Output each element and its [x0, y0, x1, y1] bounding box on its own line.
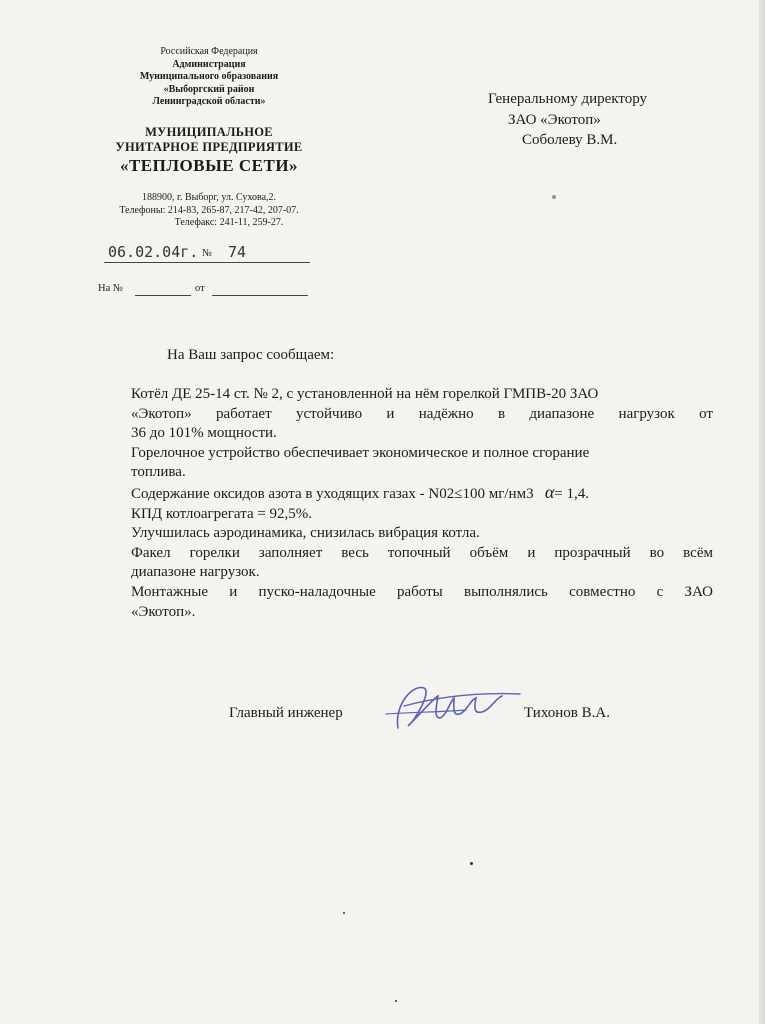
org-type-line2: УНИТАРНОЕ ПРЕДПРИЯТИЕ — [115, 139, 303, 154]
letterhead-administration: Администрация — [172, 58, 246, 70]
paragraph-nox — [131, 483, 713, 505]
registration-line — [104, 243, 310, 263]
paragraph-boiler-line2: «Экотоп» работает устойчиво и надёжно в диапазоне нагрузок от — [131, 405, 713, 422]
addressee-company: ЗАО «Экотоп» — [508, 111, 601, 128]
letter-intro: На Ваш запрос сообщаем: — [167, 347, 335, 363]
letterhead-country: Российская Федерация — [160, 46, 258, 57]
paragraph-flame-line1: Факел горелки заполняет весь топочный объём и прозрачный во всём — [131, 544, 713, 561]
paragraph-boiler-line3: 36 до 101% мощности. — [131, 425, 277, 442]
reference-date-blank — [212, 295, 308, 296]
alpha-value: = 1,4. — [554, 485, 590, 502]
letter-body — [131, 385, 713, 622]
alpha-symbol: α — [544, 481, 555, 502]
paragraph-works-line2: «Экотоп». — [131, 603, 196, 620]
nox-text: Содержание оксидов азота в уходящих газах - N0 — [131, 485, 447, 502]
reference-label: На № — [98, 283, 123, 294]
nox-value: ≤100 мг/нм3 — [454, 485, 534, 502]
addressee-name: Соболеву В.М. — [522, 132, 618, 148]
scan-speck — [395, 1000, 397, 1002]
paragraph-aerodynamics: Улучшилась аэродинамика, снизилась вибрация котла. — [131, 525, 480, 542]
nox-subscript: 2 — [446, 485, 455, 502]
paragraph-burner-line2: топлива. — [131, 464, 186, 481]
signatory-title: Главный инженер — [229, 705, 343, 721]
page-edge — [759, 0, 765, 1024]
registration-number-label: № — [202, 248, 213, 259]
org-fax: Телефакс: 241-11, 259-27. — [174, 217, 284, 229]
scan-speck — [343, 912, 345, 914]
registration-date: 06.02.04г. — [108, 243, 199, 261]
paragraph-flame-line2: диапазоне нагрузок. — [131, 564, 260, 581]
letterhead-municipal: Муниципального образования — [139, 71, 279, 83]
paragraph-works-line1: Монтажные и пуско-наладочные работы выполнялись совместно с ЗАО — [131, 583, 713, 600]
org-type-line1: МУНИЦИПАЛЬНОЕ — [145, 124, 273, 139]
signatory-name: Тихонов В.А. — [524, 705, 610, 721]
org-address: 188900, г. Выборг, ул. Сухова,2. — [141, 191, 277, 203]
letterhead-district: «Выборгский район — [163, 83, 255, 95]
letterhead — [78, 46, 340, 230]
paragraph-boiler-line1: Котёл ДЕ 25-14 ст. № 2, с установленной на нём горелкой ГМПВ-20 ЗАО — [131, 386, 599, 402]
handwritten-signature — [384, 676, 524, 740]
reference-from-label: от — [195, 283, 205, 294]
addressee — [488, 89, 647, 151]
org-name: «ТЕПЛОВЫЕ СЕТИ» — [119, 155, 299, 175]
scan-speck — [470, 862, 473, 865]
paragraph-burner-line1: Горелочное устройство обеспечивает экономическое и полное сгорание — [131, 444, 590, 461]
paragraph-efficiency: КПД котлоагрегата = 92,5%. — [131, 505, 313, 522]
letterhead-region: Ленинградской области» — [152, 96, 266, 108]
registration-number: 74 — [228, 243, 247, 261]
org-phones: Телефоны: 214-83, 265-87, 217-42, 207-07. — [119, 204, 299, 216]
reference-number-blank — [135, 295, 191, 296]
scan-speck — [552, 195, 556, 199]
addressee-position: Генеральному директору — [488, 91, 648, 107]
reference-line — [98, 283, 310, 297]
